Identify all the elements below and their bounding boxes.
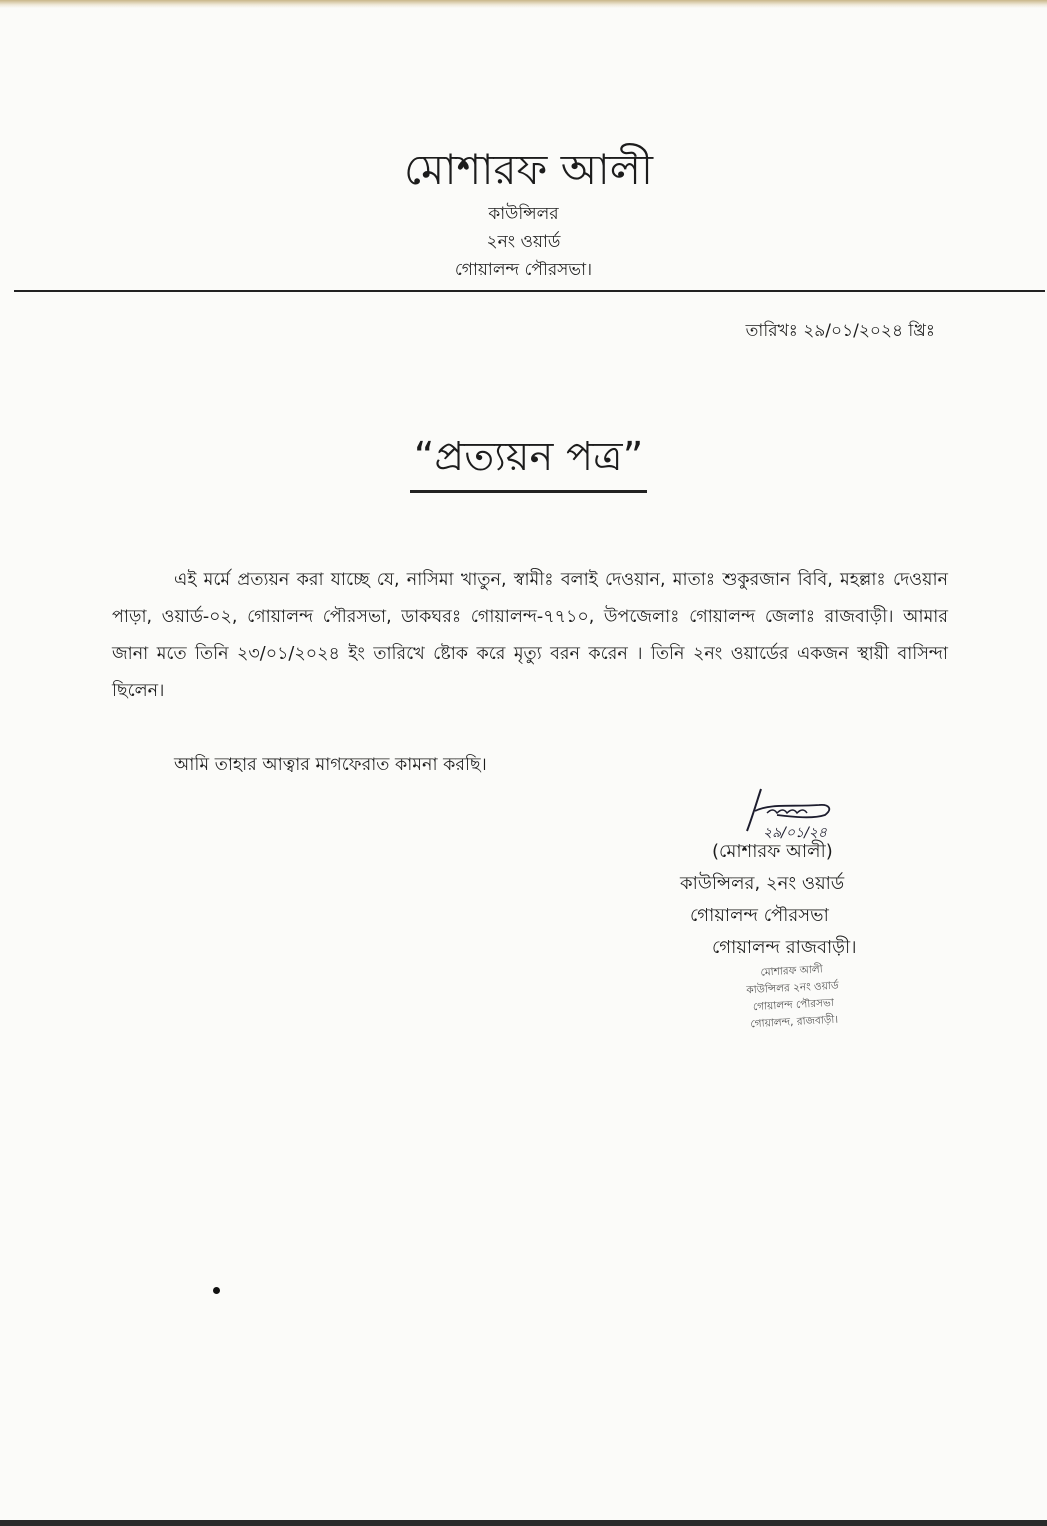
svg-text:২৯/০১/২৪: ২৯/০১/২৪ xyxy=(763,825,827,841)
page-bottom-edge xyxy=(0,1520,1047,1526)
stamp-line-designation: কাউন্সিলর ২নং ওয়ার্ড xyxy=(746,979,839,997)
letterhead-ward: ২নং ওয়ার্ড xyxy=(486,232,561,252)
ink-dot xyxy=(213,1287,220,1294)
letterhead-designation: কাউন্সিলর xyxy=(488,204,559,224)
certificate-body: এই মর্মে প্রত্যয়ন করা যাচ্ছে যে, নাসিমা খাতুন, স্বামীঃ বলাই দেওয়ান, মাতাঃ শুকুরজান বিবি, মহল্লাঃ দেওয়ান পাড়া, ওয়ার্ড-০২, গোয়ালন্দ পৌরসভা, ডাকঘরঃ গোয়ালন্দ-৭৭১০, উপজেলাঃ গোয়ালন্দ জেলাঃ রাজবাড়ী। আমার জানা মতে তিনি ২৩/০১/২০২৪ ইং তারিখে ষ্টোক করে মৃত্যু বরন করেন । তিনি ২নং ওয়ার্ডের একজন স্থায়ী বাসিন্দা ছিলেন। xyxy=(112,570,948,701)
page-top-edge xyxy=(0,0,1047,8)
document-title: “প্রত্যয়ন পত্র” xyxy=(410,430,648,493)
letterhead-office: গোয়ালন্দ পৌরসভা। xyxy=(454,260,593,280)
title-container xyxy=(0,430,1047,493)
handwritten-signature xyxy=(733,785,853,843)
signature-block xyxy=(680,836,857,964)
document-date: তারিখঃ ২৯/০১/২০২৪ খ্রিঃ xyxy=(745,321,935,341)
stamp-line-name: মোশারফ আলী xyxy=(760,963,824,979)
signatory-office: গোয়ালন্দ পৌরসভা xyxy=(690,905,829,926)
closing-remark: আমি তাহার আত্বার মাগফেরাত কামনা করছি। xyxy=(174,755,487,775)
letterhead xyxy=(0,140,1047,284)
signatory-name: (মোশারফ আলী) xyxy=(712,841,833,862)
signatory-designation: কাউন্সিলর, ২নং ওয়ার্ড xyxy=(680,873,845,894)
signatory-address: গোয়ালন্দ রাজবাড়ী। xyxy=(712,937,857,958)
stamp-line-office: গোয়ালন্দ পৌরসভা xyxy=(752,996,835,1014)
letterhead-divider xyxy=(14,290,1045,292)
official-stamp xyxy=(716,959,869,1035)
stamp-line-address: গোয়ালন্দ, রাজবাড়ী। xyxy=(750,1013,839,1031)
letterhead-name: মোশারফ আলী xyxy=(403,145,654,194)
